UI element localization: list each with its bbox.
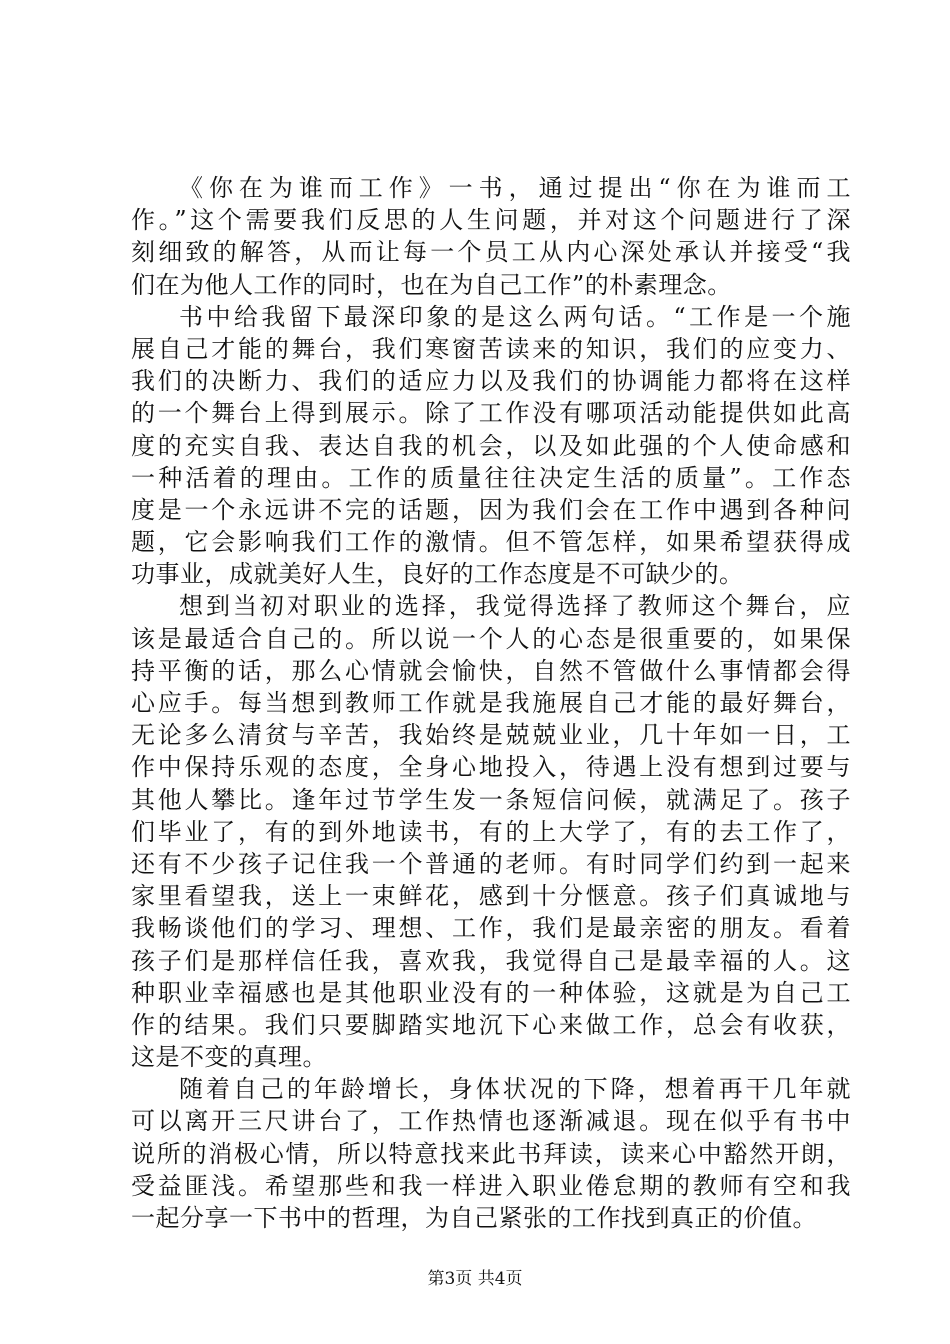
- text-line: 展自己才能的舞台，我们寒窗苦读来的知识，我们的应变力、: [131, 334, 851, 363]
- text-line: 随着自己的年龄增长，身体状况的下降，想着再干几年就: [179, 1075, 851, 1104]
- text-line: 们毕业了，有的到外地读书，有的上大学了，有的去工作了，: [131, 817, 851, 846]
- text-line: 度的充实自我、表达自我的机会，以及如此强的个人使命感和: [131, 431, 851, 460]
- text-line: 书中给我留下最深印象的是这么两句话。“工作是一个施: [179, 302, 851, 331]
- text-line: 还有不少孩子记住我一个普通的老师。有时同学们约到一起来: [131, 849, 851, 878]
- text-line: 《你在为谁而工作》一书，通过提出“你在为谁而工: [179, 174, 851, 202]
- text-line: 说所的消极心情，所以特意找来此书拜读，读来心中豁然开朗，: [131, 1139, 851, 1168]
- text-line: 功事业，成就美好人生，良好的工作态度是不可缺少的。: [131, 560, 744, 589]
- text-line: 作。”这个需要我们反思的人生问题，并对这个问题进行了深: [131, 206, 851, 235]
- text-line: 度是一个永远讲不完的话题，因为我们会在工作中遇到各种问: [131, 495, 851, 524]
- text-line: 刻细致的解答，从而让每一个员工从内心深处承认并接受“我: [131, 238, 851, 267]
- text-line: 题，它会影响我们工作的激情。但不管怎样，如果希望获得成: [131, 528, 851, 557]
- text-line: 该是最适合自己的。所以说一个人的心态是很重要的，如果保: [131, 624, 851, 653]
- text-line: 一种活着的理由。工作的质量往往决定生活的质量”。工作态: [131, 463, 851, 492]
- text-line: 家里看望我，送上一束鲜花，感到十分惬意。孩子们真诚地与: [131, 882, 851, 911]
- text-line: 们在为他人工作的同时，也在为自己工作”的朴素理念。: [131, 270, 732, 299]
- paragraph: [131, 301, 851, 591]
- paragraph: [131, 172, 851, 301]
- text-line: 可以离开三尺讲台了，工作热情也逐渐减退。现在似乎有书中: [131, 1107, 851, 1136]
- text-line: 持平衡的话，那么心情就会愉快，自然不管做什么事情都会得: [131, 656, 851, 685]
- text-line: 受益匪浅。希望那些和我一样进入职业倦怠期的教师有空和我: [131, 1171, 851, 1200]
- text-line: 的一个舞台上得到展示。除了工作没有哪项活动能提供如此高: [131, 399, 851, 428]
- text-line: 我畅谈他们的学习、理想、工作，我们是最亲密的朋友。看着: [131, 914, 851, 943]
- text-line: 种职业幸福感也是其他职业没有的一种体验，这就是为自己工: [131, 978, 851, 1007]
- text-line: 一起分享一下书中的哲理，为自己紧张的工作找到真正的价值。: [131, 1204, 817, 1232]
- text-line: 心应手。每当想到教师工作就是我施展自己才能的最好舞台，: [131, 689, 851, 717]
- body-text: [131, 172, 851, 1234]
- paragraph: [131, 590, 851, 1073]
- text-line: 孩子们是那样信任我，喜欢我，我觉得自己是最幸福的人。这: [131, 946, 851, 975]
- text-line: 这是不变的真理。: [131, 1043, 327, 1072]
- paragraph: [131, 1073, 851, 1234]
- page-number-footer: 第3页 共4页: [427, 1269, 523, 1289]
- text-line: 想到当初对职业的选择，我觉得选择了教师这个舞台，应: [179, 592, 851, 621]
- text-line: 其他人攀比。逢年过节学生发一条短信问候，就满足了。孩子: [131, 785, 851, 814]
- text-line: 作的结果。我们只要脚踏实地沉下心来做工作，总会有收获，: [131, 1010, 851, 1039]
- text-line: 无论多么清贫与辛苦，我始终是兢兢业业，几十年如一日，工: [131, 721, 851, 750]
- text-line: 我们的决断力、我们的适应力以及我们的协调能力都将在这样: [131, 367, 851, 396]
- text-line: 作中保持乐观的态度，全身心地投入，待遇上没有想到过要与: [131, 753, 851, 782]
